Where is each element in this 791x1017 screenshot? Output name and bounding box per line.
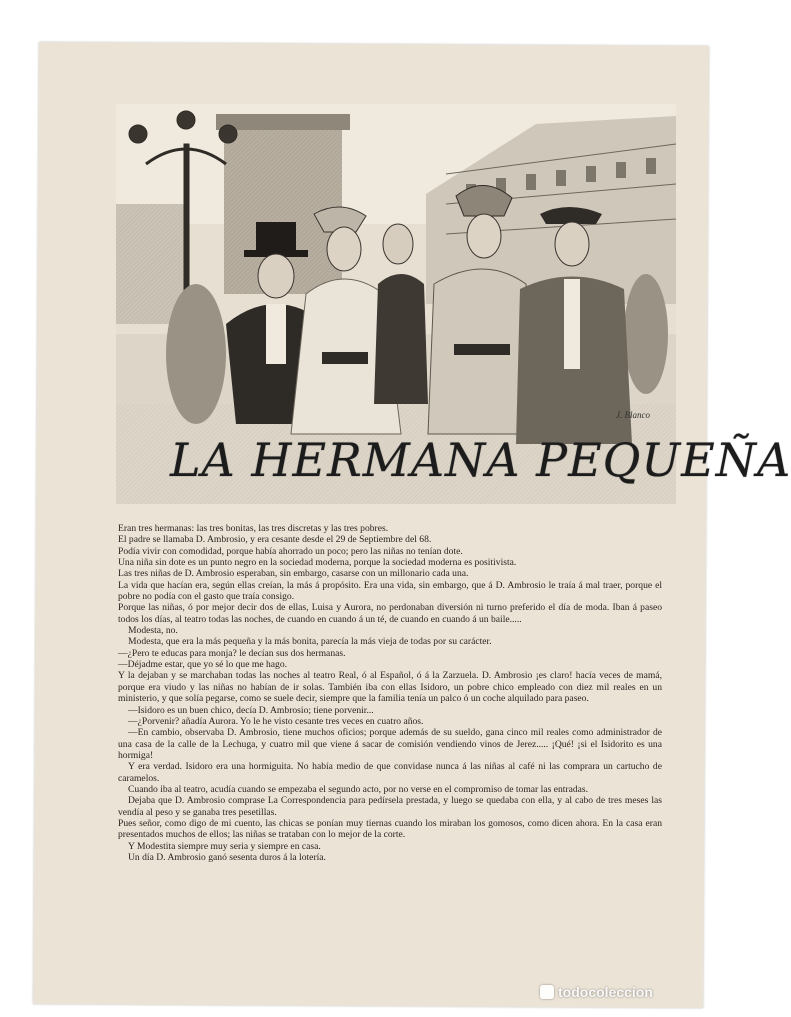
paragraph: La vida que hacían era, según ellas creían, la más á propósito. Era una vida, sin embargo, que á D. Ambrosio le traía á mal traer, porque el pobre no podía con el gasto que traía consigo. bbox=[118, 579, 662, 603]
paragraph: Eran tres hermanas: las tres bonitas, las tres discretas y las tres pobres. bbox=[118, 523, 389, 534]
paragraph: Porque las niñas, ó por mejor decir dos de ellas, Luisa y Aurora, no perdonaban diversión ni turno preferido el día de moda. Iban á paseo todos los días, al teatro todas las noches, de cuando en cuando á un té, de cuando en cuando á un baile..... bbox=[118, 602, 662, 625]
paragraph: Y era verdad. Isidoro era una hormiguita. No había medio de que convidase nunca á las niñas al café ni las comprara un cartucho de caramelos. bbox=[118, 761, 662, 784]
paragraph: —Déjadme estar, que yo sé lo que me hago. bbox=[118, 659, 288, 671]
watermark-logo-icon bbox=[540, 985, 554, 999]
paragraph: Y Modestita siempre muy seria y siempre en casa. bbox=[128, 840, 321, 852]
paragraph: Pues señor, como digo de mi cuento, las chicas se ponían muy tiernas cuando los miraban los gomosos, como dicen ahora. En la casa eran presentados muchos de ellos; las niñas se trataban con lo mejor de la corte. bbox=[118, 817, 662, 841]
article-text bbox=[118, 523, 662, 863]
paragraph: Modesta, que era la más pequeña y la más bonita, parecía la más vieja de todas por su carácter. bbox=[128, 636, 492, 648]
paragraph: Dejaba que D. Ambrosio comprase La Correspondencia para pedírsela prestada, y luego se quedaba con ella, y al cabo de tres meses las vendía al peso y se ganaba tres pesetillas. bbox=[118, 795, 662, 818]
paragraph: Modesta, no. bbox=[128, 625, 178, 637]
paragraph: Un día D. Ambrosio ganó sesenta duros á la lotería. bbox=[128, 851, 326, 863]
paragraph: Una niña sin dote es un punto negro en la sociedad moderna, porque la sociedad moderna es positivista. bbox=[118, 557, 517, 569]
paragraph: El padre se llamaba D. Ambrosio, y era cesante desde el 29 de Septiembre del 68. bbox=[118, 534, 432, 546]
paragraph: Cuando iba al teatro, acudía cuando se empezaba el segundo acto, por no verse en el compromiso de tomar las entradas. bbox=[128, 783, 589, 795]
paragraph: Podía vivir con comodidad, porque había ahorrado un poco; pero las niñas no tenían dote. bbox=[118, 545, 463, 557]
paragraph: Las tres niñas de D. Ambrosio esperaban, sin embargo, casarse con un millonario cada una. bbox=[118, 568, 469, 580]
artist-signature: J. Blanco bbox=[616, 410, 650, 420]
illustration-title: LA HERMANA PEQUEÑA bbox=[170, 433, 791, 487]
paragraph: —¿Pero te educas para monja? le decían sus dos hermanas. bbox=[118, 647, 346, 659]
paragraph: Y la dejaban y se marchaban todas las noches al teatro Real, ó al Español, ó á la Zarzuela. D. Ambrosio ¡es claro! hacía veces de mamá, porque era viudo y las niñas no habían de ir solas. También iba con ellas Isidoro, un pobre chico empleado con diez mil reales en un ministerio, y que solía pegarse, como se suele decir, siempre que la familia tenía un palco ó un coche alquilado para paseo. bbox=[118, 670, 662, 705]
paragraph: —¿Porvenir? añadía Aurora. Yo le he visto cesante tres veces en cuatro años. bbox=[128, 715, 424, 727]
watermark bbox=[540, 984, 653, 1000]
paragraph: —En cambio, observaba D. Ambrosio, tiene muchos oficios; porque además de su sueldo, gana cinco mil reales como administrador de una casa de la calle de la Lechuga, y cuatro mil que viene á sacar de comisión vendiendo vinos de Jerez..... ¡Qué! ¡si el Isidorito es una hormiga! bbox=[118, 727, 662, 761]
paragraph: —Isidoro es un buen chico, decía D. Ambrosio; tiene porvenir... bbox=[128, 704, 374, 716]
watermark-text: todocoleccion bbox=[558, 984, 653, 1000]
